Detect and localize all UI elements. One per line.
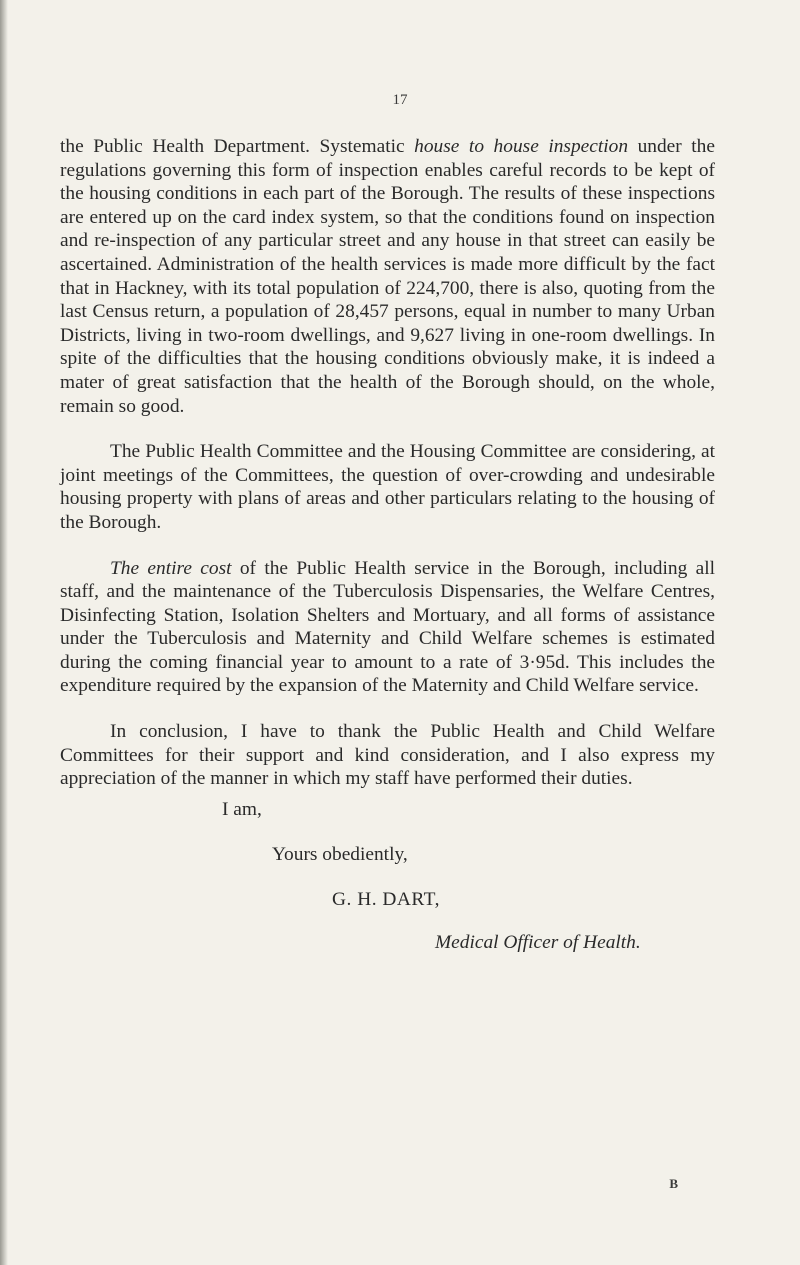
printer-signature-mark: B	[669, 1176, 678, 1191]
signatory-title: Medical Officer of Health.	[435, 932, 641, 953]
paragraph-3-text: of the Public Health service in the Borough, including all staff, and the maintenance of the Tuberculosis Dispensaries, the Welfare Centres, Disinfecting Station, Isolation Shelters and Mortuary, and all forms of assistance under the Tuberculosis and Maternity and Child Welfare schemes is estimated during the coming financial year to amount to a rate of 3·95d. This includes the expenditure required by the expansion of the Maternity and Child Welfare service.	[60, 557, 715, 697]
paragraph-3-emphasis: The entire cost	[110, 557, 232, 579]
paragraph-entire-cost	[60, 557, 715, 699]
paragraph-1-text-c: under the regulations governing this form of inspection enables careful records to be kept of the housing conditions in each part of the Borough. The results of these inspections are entered up on the card index system, so that the conditions found on inspection and re-inspection of any particular street and any house in that street can easily be ascertained. Administration of the health services is made more difficult by the fact that in Hackney, with its total population of 224,700, there is also, quoting from the last Census return, a population of 28,457 persons, equal in number to many Urban Districts, living in two-room dwellings, and 9,627 living in one-room dwellings. In spite of the difficulties that the housing conditions obviously make, it is indeed a mater of great satisfaction that the health of the Borough should, on the whole, remain so good.	[60, 136, 715, 417]
paragraph-1-text-a: the Public Health Department. Systematic	[60, 136, 415, 157]
paragraph-conclusion: In conclusion, I have to thank the Public Health and Child Welfare Committees for their support and kind consideration, and I also express my appreciation of the manner in which my staff have performed their duties.	[60, 721, 715, 790]
signatory-name: G. H. DART,	[332, 889, 440, 910]
binding-shadow	[0, 0, 8, 1265]
paragraph-committees: The Public Health Committee and the Housing Committee are considering, at joint meetings of the Committees, the question of over-crowding and undesirable housing property with plans of areas and other particulars relating to the housing of the Borough.	[60, 441, 715, 533]
body-text	[60, 135, 715, 791]
paragraph-1-emphasis: house to house inspection	[414, 136, 629, 157]
closing-yours-obediently: Yours obediently,	[272, 844, 408, 865]
page-number: 17	[392, 92, 408, 108]
paragraph-housing-inspection	[60, 135, 715, 418]
closing-i-am: I am,	[222, 799, 262, 820]
